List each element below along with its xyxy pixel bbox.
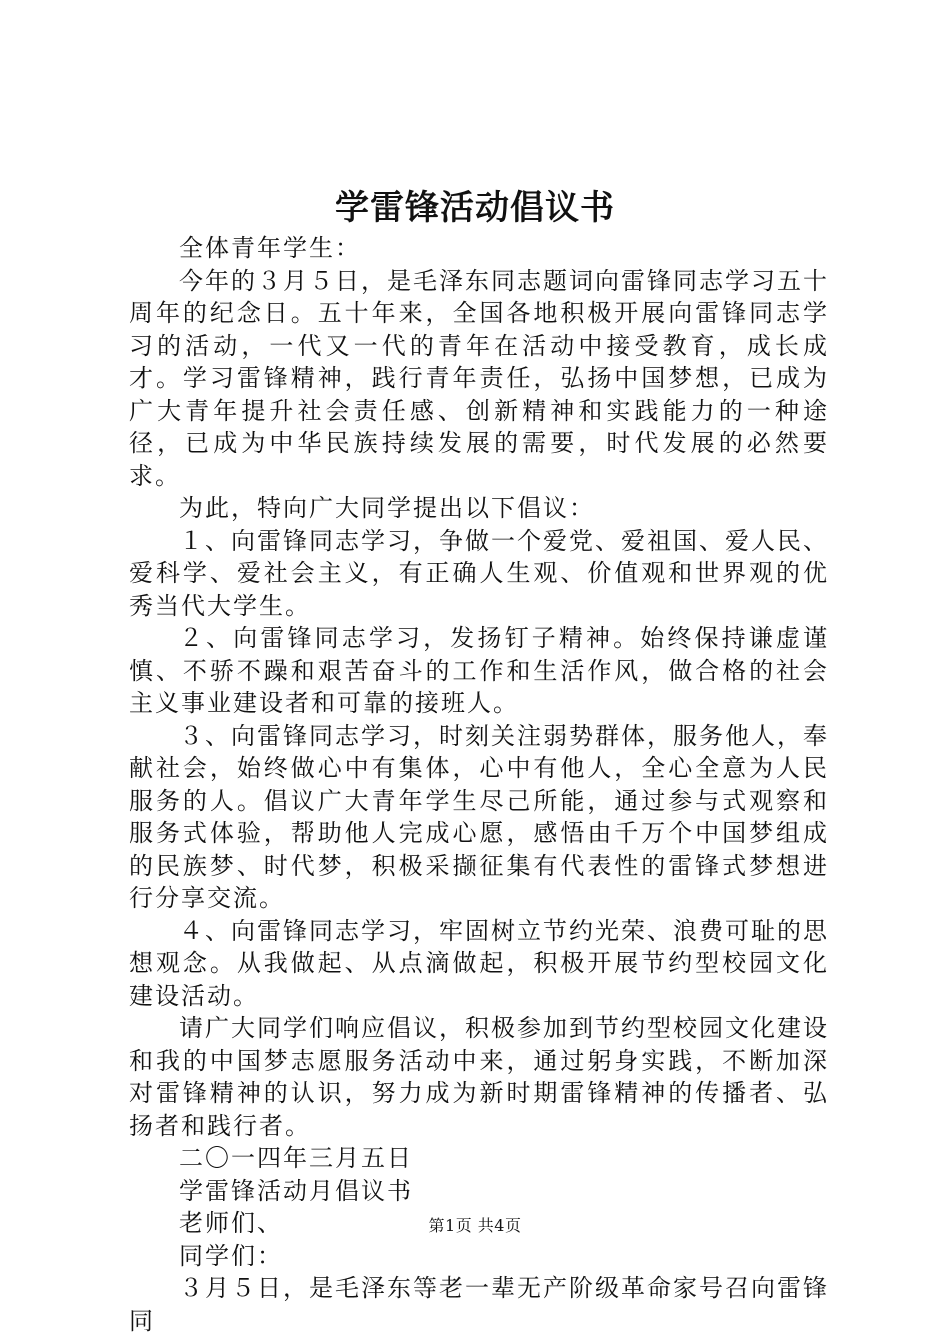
second-salutation-teachers: 老师们、 xyxy=(179,1209,283,1237)
document-title: 学雷锋活动倡议书 xyxy=(335,188,615,228)
date-line: 二〇一四年三月五日 xyxy=(179,1144,413,1172)
second-paragraph-start: ３月５日，是毛泽东等老一辈无产阶级革命家号召向雷锋同 xyxy=(129,1274,829,1335)
salutation: 全体青年学生： xyxy=(179,234,361,262)
second-document-title: 学雷锋活动月倡议书 xyxy=(179,1176,413,1205)
proposal-item-3: ３、向雷锋同志学习，时刻关注弱势群体，服务他人，奉献社会，始终做心中有集体，心中有他人，全心全意为人民服务的人。倡议广大青年学生尽己所能，通过参与式观察和服务式体验，帮助他人完成心愿，感悟由千万个中国梦组成的民族梦、时代梦，积极采撷征集有代表性的雷锋式梦想进行分享交流。 xyxy=(129,721,829,912)
proposal-item-1: １、向雷锋同志学习，争做一个爱党、爱祖国、爱人民、爱科学、爱社会主义，有正确人生观、价值观和世界观的优秀当代大学生。 xyxy=(129,526,829,620)
proposal-item-2: ２、向雷锋同志学习，发扬钉子精神。始终保持谦虚谨慎、不骄不躁和艰苦奋斗的工作和生活作风，做合格的社会主义事业建设者和可靠的接班人。 xyxy=(129,624,829,717)
paragraph-proposal-lead: 为此，特向广大同学提出以下倡议： xyxy=(179,494,595,522)
paragraph-closing: 请广大同学们响应倡议，积极参加到节约型校园文化建设和我的中国梦志愿服务活动中来，通过躬身实践，不断加深对雷锋精神的认识，努力成为新时期雷锋精神的传播者、弘扬者和践行者。 xyxy=(129,1014,829,1140)
paragraph-intro: 今年的３月５日，是毛泽东同志题词向雷锋同志学习五十周年的纪念日。五十年来，全国各地积极开展向雷锋同志学习的活动，一代又一代的青年在活动中接受教育，成长成才。学习雷锋精神，践行青年责任，弘扬中国梦想，已成为广大青年提升社会责任感、创新精神和实践能力的一种途径，已成为中华民族持续发展的需要，时代发展的必然要求。 xyxy=(129,266,829,490)
proposal-item-4: ４、向雷锋同志学习，牢固树立节约光荣、浪费可耻的思想观念。从我做起、从点滴做起，积极开展节约型校园文化建设活动。 xyxy=(129,916,829,1010)
page-footer: 第1页 共4页 xyxy=(428,1216,522,1235)
second-salutation-students: 同学们： xyxy=(179,1241,283,1270)
document-body xyxy=(129,232,829,1337)
